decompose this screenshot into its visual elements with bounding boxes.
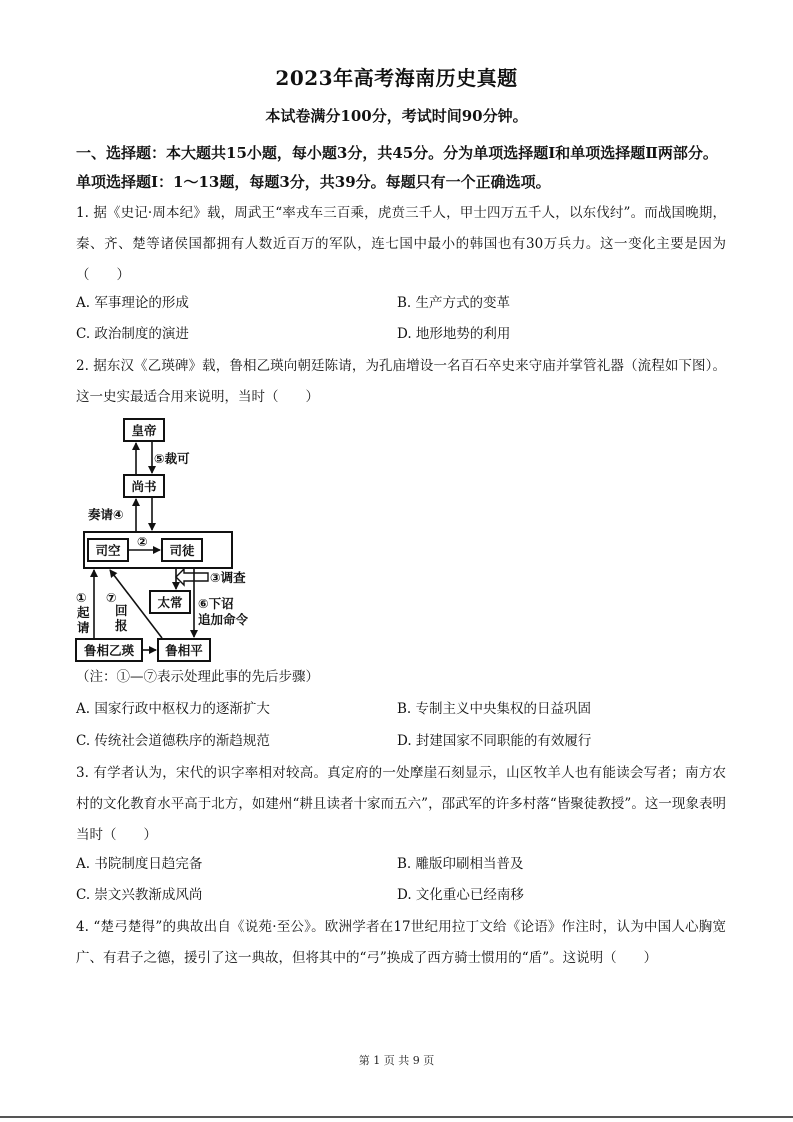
bottom-rule (0, 1116, 793, 1118)
page-title: 2023年高考海南历史真题 (275, 66, 518, 90)
question-1-stem: 1. 据《史记·周本纪》载，周武王“率戎车三百乘，虎贲三千人，甲士四万五千人，以东伐纣”。而战国晚期，秦、齐、楚等诸侯国都拥有人数近百万的军队，连七国中最小的韩国也有30万兵力。这一变化主要是因为（ ） (76, 205, 726, 283)
diagram-note: （注：①—⑦表示处理此事的先后步骤） (76, 669, 319, 685)
node-luxiang-yiying: 鲁相乙瑛 (83, 643, 135, 658)
label-step7-char1: 回 (115, 603, 128, 618)
question-1-option-c: C. 政治制度的演进 (76, 326, 189, 342)
question-2-option-a: A. 国家行政中枢权力的逐渐扩大 (76, 701, 270, 717)
hollow-arrow-investigation (176, 569, 208, 585)
node-situ: 司徒 (169, 543, 195, 558)
node-taichang: 太常 (157, 595, 183, 610)
question-2-option-c: C. 传统社会道德秩序的渐趋规范 (76, 733, 270, 749)
page-footer: 第 1 页 共 9 页 (358, 1054, 435, 1067)
section-heading: 一、选择题：本大题共15小题，每小题3分，共45分。分为单项选择题Ⅰ和单项选择题Ⅱ两部分。单项选择题Ⅰ：1～13题，每题3分，共39分。每题只有一个正确选项。 (76, 144, 718, 191)
question-3-option-b: B. 雕版印刷相当普及 (397, 856, 524, 872)
label-step7-char2: 报 (115, 618, 128, 633)
label-step3: ③调查 (210, 570, 246, 585)
question-2-option-b: B. 专制主义中央集权的日益巩固 (397, 701, 592, 717)
label-step6a: ⑥下诏 (198, 596, 234, 611)
question-2-stem: 2. 据东汉《乙瑛碑》载，鲁相乙瑛向朝廷陈请，为孔庙增设一名百石卒史来守庙并掌管礼器（流程如下图）。这一史实最适合用来说明，当时（ ） (76, 358, 726, 405)
question-4-stem: 4. “楚弓楚得”的典故出自《说苑·至公》。欧洲学者在17世纪用拉丁文给《论语》作注时，认为中国人心胸宽广、有君子之德，援引了这一典故，但将其中的“弓”换成了西方骑士惯用的“盾”。这说明（ ） (76, 919, 726, 966)
node-shangshu: 尚书 (131, 479, 157, 494)
question-1-option-b: B. 生产方式的变革 (397, 295, 511, 311)
label-step4: 奏请④ (88, 507, 124, 522)
label-step1-char2: 请 (77, 620, 90, 635)
label-step2: ② (137, 534, 148, 549)
exam-subtitle: 本试卷满分100分，考试时间90分钟。 (265, 107, 528, 125)
question-3-option-d: D. 文化重心已经南移 (397, 887, 524, 903)
question-1-option-d: D. 地形地势的利用 (397, 326, 511, 342)
question-3-option-c: C. 崇文兴教渐成风尚 (76, 887, 203, 903)
node-luxiang-ping: 鲁相平 (165, 643, 203, 658)
label-step6b: 追加命令 (198, 612, 249, 627)
question-3-option-a: A. 书院制度日趋完备 (76, 856, 203, 872)
label-step7: ⑦ (106, 590, 117, 605)
question-3-stem: 3. 有学者认为，宋代的识字率相对较高。真定府的一处摩崖石刻显示，山区牧羊人也有能读会写者；南方农村的文化教育水平高于北方，如建州“耕且读者十家而五六”，邵武军的许多村落“皆聚徒教授”。这一现象表明当时（ ） (76, 765, 726, 843)
question-1-option-a: A. 军事理论的形成 (76, 295, 189, 311)
process-flow-diagram (72, 412, 282, 667)
label-step1: ① (76, 590, 87, 605)
label-step1-char1: 起 (77, 605, 90, 620)
node-huangdi: 皇帝 (131, 423, 157, 438)
question-2-option-d: D. 封建国家不同职能的有效履行 (397, 733, 592, 749)
label-step5: ⑤裁可 (154, 451, 190, 466)
node-sikong: 司空 (95, 543, 121, 558)
